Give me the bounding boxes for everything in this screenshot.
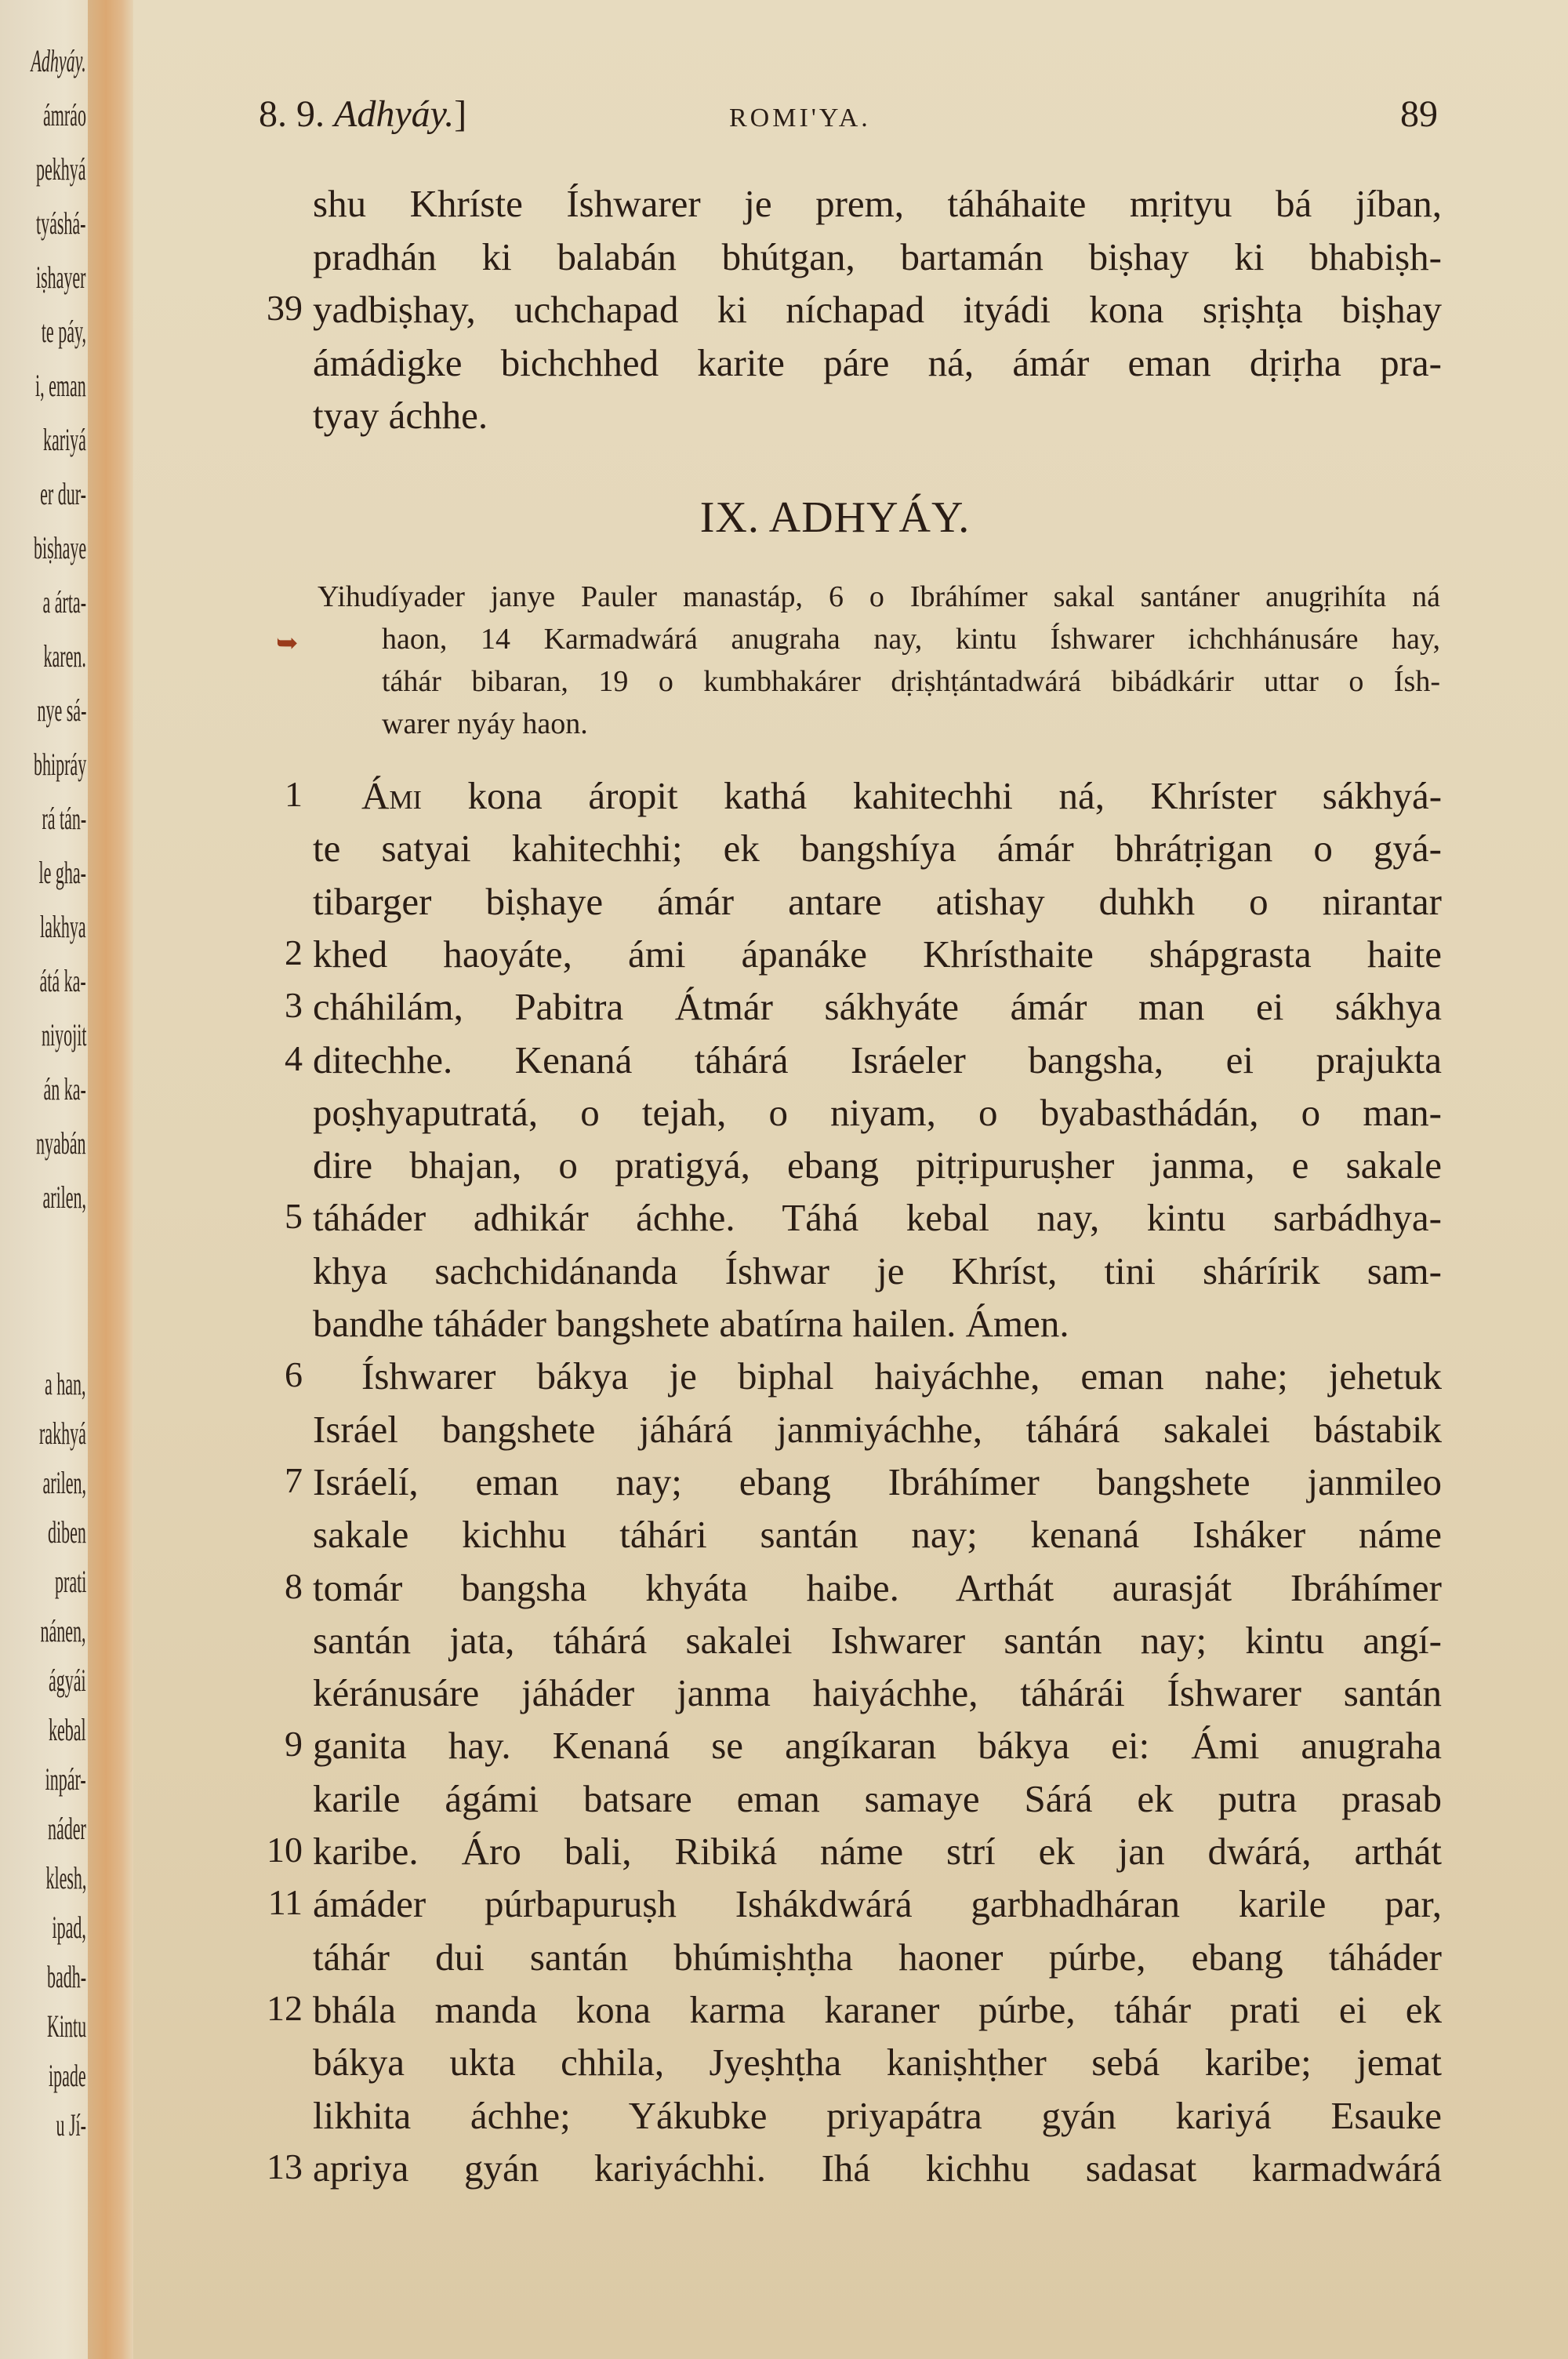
- previous-page-fragment: rá tán-: [42, 801, 86, 836]
- text-line: shu Khríste Íshwarer je prem, táháhaite mṛityu bá jíban,: [313, 182, 1442, 225]
- text-line-content: khya sachchidánanda Íshwar je Khríst, tini shárírik sam-: [313, 1249, 1442, 1292]
- previous-page-fragment: a han,: [45, 1366, 86, 1401]
- verse-number: 4: [285, 1038, 303, 1078]
- running-title: ROMI'YA.: [729, 104, 871, 133]
- text-line-content: likhita áchhe; Yákubke priyapátra gyán kariyá Esauke: [313, 2093, 1442, 2137]
- header-chapter-ref: [259, 93, 467, 135]
- text-line-content: dire bhajan, o pratigyá, ebang pitṛipuruṣher janma, e sakale: [313, 1143, 1442, 1187]
- summary-line: warer nyáy haon.: [382, 707, 588, 740]
- chapter-numbers: 8. 9.: [259, 93, 325, 135]
- text-line-content: poṣhyaputratá, o tejah, o niyam, o byabasthádán, o man-: [313, 1090, 1442, 1134]
- text-line-content: kona áropit kathá kahitechhi ná, Khríster sákhyá-: [467, 774, 1443, 817]
- text-line-content: karibe. Áro bali, Ribiká náme strí ek jan dwárá, arthát: [313, 1830, 1442, 1873]
- text-line-content: santán jata, táhárá sakalei Ishwarer santán nay; kintu angí-: [313, 1618, 1442, 1662]
- text-line-content: bhála manda kona karma karaner púrbe, táhár prati ei ek: [313, 1987, 1442, 2031]
- previous-page-fragment: rakhyá: [39, 1416, 86, 1451]
- text-line: [313, 1935, 1442, 1979]
- text-line: [313, 1776, 1442, 1820]
- previous-page-fragment: ágyái: [49, 1663, 86, 1698]
- previous-page-fragment: Kintu: [46, 2008, 86, 2044]
- text-line-content: cháhilám, Pabitra Átmár sákhyáte ámár man ei sákhya: [313, 985, 1442, 1029]
- previous-page-fragment: i, eman: [35, 368, 86, 403]
- previous-page-fragment: karen.: [43, 638, 86, 674]
- text-line-content: táhár dui santán bhúmiṣhṭha haoner púrbe, ebang táháder: [313, 1935, 1442, 1979]
- verse-number: 7: [285, 1459, 303, 1500]
- verse-number: 1: [285, 774, 303, 814]
- text-line: pradhán ki balabán bhútgan, bartamán biṣhay ki bhabiṣh-: [313, 234, 1442, 278]
- text-line: [313, 932, 1442, 976]
- text-line: [313, 1671, 1442, 1715]
- text-line-content: te satyai kahitechhi; ek bangshíya ámár bhrátṛigan o gyá-: [313, 827, 1442, 871]
- previous-page-fragment: u Jí-: [56, 2107, 86, 2143]
- chapter-heading: IX. ADHYÁY.: [699, 493, 971, 542]
- verse-number: 39: [267, 288, 303, 328]
- text-line-content: Isráel bangshete jáhárá janmiyáchhe, táhárá sakalei bástabik: [313, 1407, 1442, 1451]
- previous-page-fragment: inpár-: [45, 1761, 86, 1797]
- previous-page-fragment: kebal: [49, 1712, 86, 1747]
- previous-page-fragment: bhipráy: [33, 747, 86, 782]
- text-line-content: khed haoyáte, ámi ápanáke Khrísthaite shápgrasta haite: [313, 932, 1442, 976]
- previous-page-fragment: arilen,: [42, 1465, 86, 1500]
- text-line: [313, 1513, 1442, 1557]
- text-line-content: ganita hay. Kenaná se angíkaran bákya ei: Ámi anugraha: [313, 1724, 1442, 1768]
- previous-page-fragment: biṣhaye: [33, 530, 86, 565]
- previous-page-fragment: ipad,: [52, 1910, 86, 1945]
- previous-page-fragment: lakhya: [40, 909, 86, 944]
- chapter-word: Adhyáy.: [334, 93, 455, 135]
- text-line-content: Íshwarer bákya je biphal haiyáchhe, eman nahe; jehetuk: [361, 1354, 1442, 1398]
- previous-page-fragment: Adhyáy.: [31, 43, 86, 78]
- previous-page-fragment: nyabán: [36, 1125, 86, 1161]
- text-line: [313, 1304, 1442, 1343]
- text-line: [313, 1143, 1442, 1187]
- text-line: [313, 879, 1442, 923]
- previous-page-fragment: prati: [54, 1564, 86, 1599]
- text-line-content: tomár bangsha khyáta haibe. Arthát aurasját Ibráhímer: [313, 1565, 1442, 1609]
- text-line: [313, 827, 1442, 871]
- text-line: [313, 2093, 1442, 2137]
- verse-number: 5: [285, 1196, 303, 1237]
- text-line-content: bákya ukta chhila, Jyeṣhṭha kaniṣhṭher sebá karibe; jemat: [313, 2041, 1442, 2085]
- previous-page-fragment: le gha-: [38, 855, 86, 890]
- text-line: [313, 1354, 1442, 1398]
- verse-number: 2: [285, 932, 303, 972]
- previous-page-fragment: átá ka-: [39, 963, 86, 998]
- text-line: [313, 1830, 1442, 1873]
- previous-page-fragment: iṣhayer: [36, 260, 86, 295]
- verse-number: 13: [267, 2146, 303, 2186]
- text-line: [313, 1407, 1442, 1451]
- verse-number: 8: [285, 1565, 303, 1606]
- previous-page-fragment: a árta-: [42, 584, 86, 620]
- previous-page-fragment: tyáshá-: [36, 205, 86, 241]
- verse-number: 12: [267, 1987, 303, 2028]
- text-line-content: táháder adhikár áchhe. Táhá kebal nay, kintu sarbádhya-: [313, 1196, 1442, 1240]
- text-line-content: sakale kichhu táhári santán nay; kenaná Isháker náme: [313, 1513, 1442, 1557]
- verse-number: 6: [285, 1354, 303, 1395]
- text-line-content: bandhe táháder bangshete abatírna hailen. Ámen.: [313, 1302, 1069, 1345]
- text-line: [313, 2041, 1442, 2085]
- bracket: ]: [454, 93, 467, 135]
- text-line: [313, 1618, 1442, 1662]
- previous-page-fragment: pekhyá: [36, 151, 86, 187]
- text-line: [313, 1249, 1442, 1292]
- text-line: [313, 1038, 1442, 1081]
- text-line-content: kéránusáre jáháder janma haiyáchhe, táhárái Íshwarer santán: [313, 1671, 1442, 1715]
- text-line: [313, 1882, 1442, 1926]
- previous-page-fragment: badh-: [46, 1959, 86, 1994]
- text-line: [313, 2146, 1442, 2190]
- book-gutter: [88, 0, 133, 2359]
- verse-number: 9: [285, 1724, 303, 1765]
- previous-page-fragment: nánen,: [40, 1613, 86, 1648]
- text-line: [313, 776, 1442, 815]
- previous-page-fragment: án ka-: [43, 1071, 86, 1107]
- text-line: [313, 985, 1442, 1029]
- summary-line: táhár bibaran, 19 o kumbhakárer dṛiṣhṭántadwárá bibádkárir uttar o Ísh-: [382, 665, 1440, 698]
- text-line: [313, 1987, 1442, 2031]
- previous-page-fragment: klesh,: [45, 1860, 86, 1896]
- previous-page-fragment: er dur-: [40, 476, 86, 511]
- text-line: [313, 1459, 1442, 1503]
- text-line-content: tibarger biṣhaye ámár antare atishay duhkh o nirantar: [313, 879, 1442, 923]
- page-number: 89: [1400, 93, 1438, 135]
- text-line: [313, 1090, 1442, 1134]
- previous-page-fragment: arilen,: [42, 1180, 86, 1215]
- previous-page-fragment: nye sá-: [37, 692, 86, 728]
- verse-number: 11: [267, 1882, 303, 1923]
- text-line: tyay áchhe.: [313, 394, 488, 437]
- previous-page-fragment: náder: [48, 1811, 86, 1846]
- text-line: [313, 1724, 1442, 1768]
- previous-page-fragment: diben: [48, 1514, 86, 1550]
- previous-page-fragment: ámráo: [43, 97, 86, 133]
- previous-page-fragment: kariyá: [43, 422, 86, 457]
- text-line-content: karile ágámi batsare eman samaye Sárá ek putra prasab: [313, 1776, 1442, 1820]
- summary-line: Yihudíyader janye Pauler manastáp, 6 o Ibráhímer sakal santáner anugṛihíta ná: [318, 580, 1440, 613]
- previous-page-fragment: te páy,: [41, 314, 86, 349]
- previous-page-fragment: ipade: [49, 2058, 86, 2093]
- verse-number: 10: [267, 1830, 303, 1870]
- text-line-content: Isráelí, eman nay; ebang Ibráhímer bangshete janmileo: [313, 1459, 1442, 1503]
- text-line-content: ámáder púrbapuruṣh Ishákdwárá garbhadháran karile par,: [313, 1882, 1442, 1926]
- summary-line: haon, 14 Karmadwárá anugraha nay, kintu Íshwarer ichchhánusáre hay,: [382, 623, 1440, 656]
- text-line: [313, 1565, 1442, 1609]
- previous-page-edge: [0, 0, 93, 2359]
- verse-first-word: Ámi: [361, 774, 422, 817]
- verse-number: 3: [285, 985, 303, 1026]
- previous-page-fragment: niyojit: [41, 1017, 86, 1052]
- text-line: [313, 1196, 1442, 1240]
- text-line: yadbiṣhay, uchchapad ki níchapad ityádi kona sṛiṣhṭa biṣhay: [313, 288, 1442, 331]
- text-line-content: apriya gyán kariyáchhi. Ihá kichhu sadasat karmadwárá: [313, 2146, 1442, 2190]
- pointing-hand-icon: ➥: [276, 629, 299, 658]
- text-line: ámádigke bichchhed karite páre ná, ámár eman dṛiṛha pra-: [313, 340, 1442, 384]
- text-line-content: ditechhe. Kenaná táhárá Isráeler bangsha, ei prajukta: [313, 1038, 1442, 1081]
